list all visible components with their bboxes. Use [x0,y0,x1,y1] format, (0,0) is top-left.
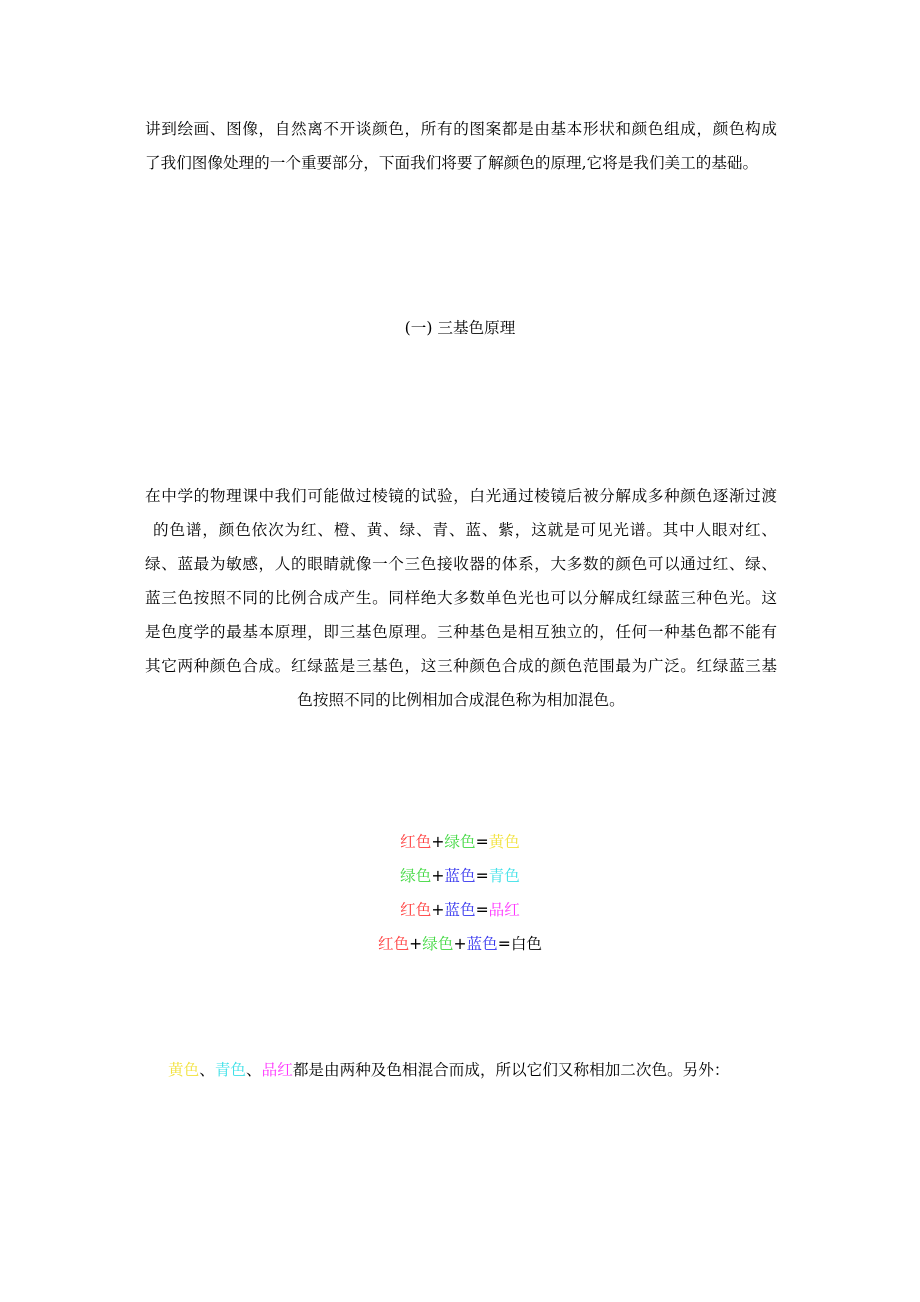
principle-line-2: 的色谱，颜色依次为红、橙、黄、绿、青、蓝、紫，这就是可见光谱。其中人眼对红、 [153,521,777,539]
equals-sign: = [497,935,511,953]
plus-sign: + [431,833,445,851]
formula-result-magenta: 品红 [488,901,520,919]
secondary-cyan: 青色 [214,1060,247,1079]
formula-result-yellow: 黄色 [488,833,520,851]
principle-line-6: 其它两种颜色合成。红绿蓝是三基色，这三种颜色合成的颜色范围最为广泛。红绿蓝三基 [145,657,777,675]
intro-paragraph [145,112,777,180]
formula-term-red: 红色 [400,901,432,919]
intro-line-1: 讲到绘画、图像，自然离不开谈颜色，所有的图案都是由基本形状和颜色组成，颜色构成 [145,120,777,138]
principle-line-5: 是色度学的最基本原理，即三基色原理。三种基色是相互独立的，任何一种基色都不能有 [145,623,777,641]
principle-paragraph [145,479,777,717]
formula-term-green: 绿色 [400,867,432,885]
formula-term-blue: 蓝色 [444,901,476,919]
formula-term-blue: 蓝色 [444,867,476,885]
principle-line-4: 蓝三色按照不同的比例合成产生。同样绝大多数单色光也可以分解成红绿蓝三种色光。这 [145,589,777,607]
color-formulas [0,825,920,961]
equals-sign: = [475,901,489,919]
plus-sign: + [409,935,423,953]
separator: 、 [246,1060,262,1079]
secondary-colors-sentence [168,1054,729,1086]
formula-result-cyan: 青色 [488,867,520,885]
formula-green-blue [0,859,920,893]
principle-line-7: 色按照不同的比例相加合成混色称为相加混色。 [297,691,625,709]
secondary-yellow: 黄色 [168,1060,200,1079]
plus-sign: + [431,867,445,885]
separator: 、 [199,1060,215,1079]
formula-result-white: 白色 [510,935,543,953]
secondary-magenta: 品红 [261,1060,293,1079]
principle-line-3: 绿、蓝最为敏感，人的眼睛就像一个三色接收器的体系，大多数的颜色可以通过红、绿、 [145,555,777,573]
plus-sign: + [453,935,467,953]
formula-red-blue [0,893,920,927]
principle-line-1: 在中学的物理课中我们可能做过棱镜的试验，白光通过棱镜后被分解成多种颜色逐渐过渡 [145,487,777,505]
section-heading: (一) 三基色原理 [404,319,516,337]
formula-red-green [0,825,920,859]
formula-term-blue: 蓝色 [466,935,498,953]
formula-term-red: 红色 [400,833,432,851]
formula-red-green-blue [0,927,920,961]
equals-sign: = [475,833,489,851]
secondary-description: 都是由两种及色相混合而成，所以它们又称相加二次色。另外： [292,1060,730,1079]
plus-sign: + [431,901,445,919]
formula-term-green: 绿色 [444,833,476,851]
equals-sign: = [475,867,489,885]
formula-term-green: 绿色 [422,935,454,953]
intro-line-2: 了我们图像处理的一个重要部分，下面我们将要了解颜色的原理,它将是我们美工的基础。 [145,154,759,172]
formula-term-red: 红色 [377,935,410,953]
